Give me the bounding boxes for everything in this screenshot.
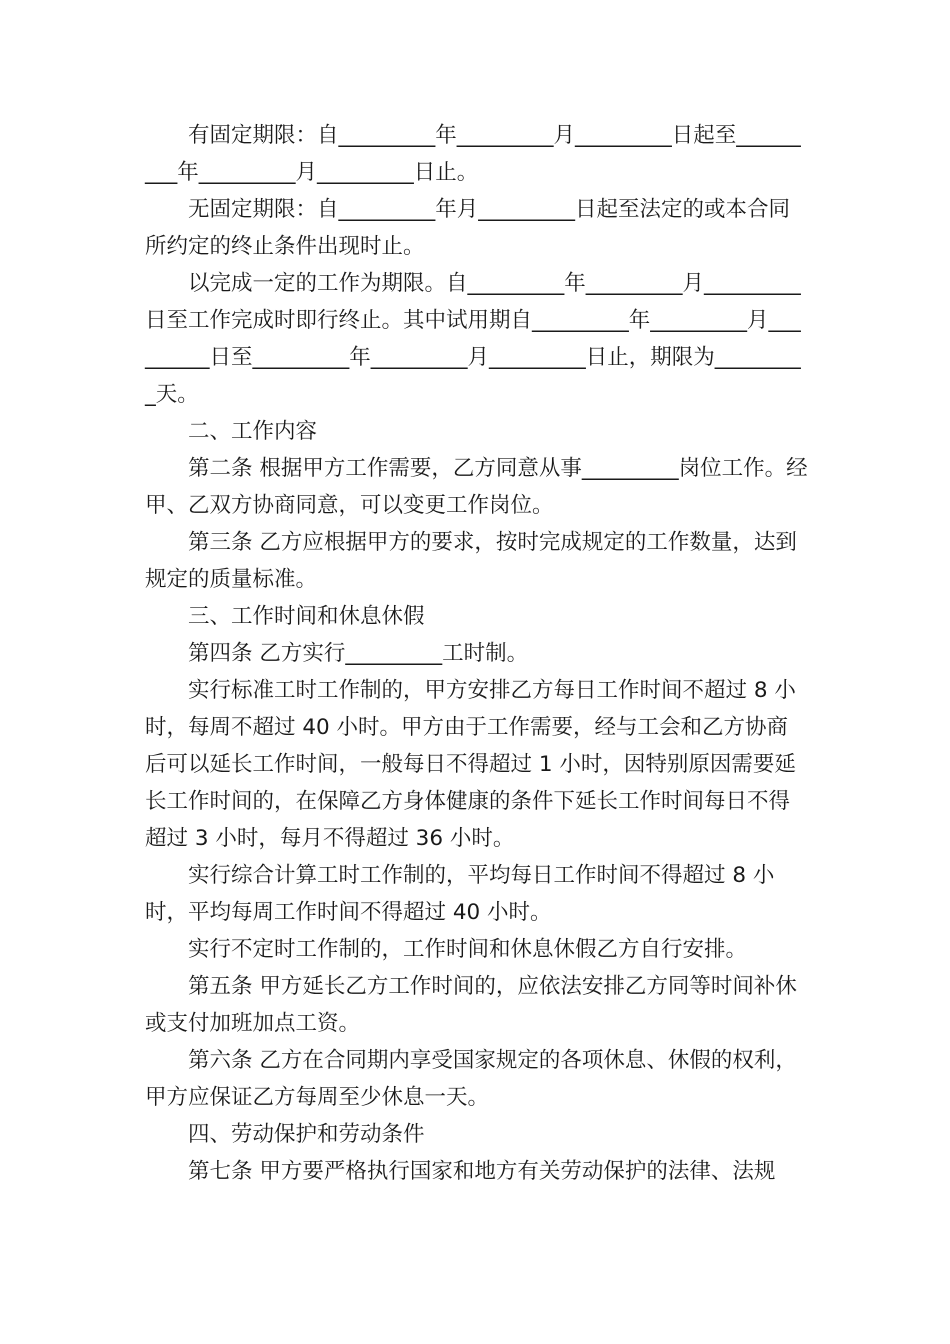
- section-heading-labor-protection: 四、劳动保护和劳动条件: [188, 1122, 425, 1147]
- section-heading-working-hours: 三、工作时间和休息休假: [188, 604, 425, 629]
- paragraph-flexible-hours: 实行不定时工作制的，工作时间和休息休假乙方自行安排。: [188, 937, 748, 962]
- paragraph-comprehensive-hours: 实行综合计算工时工作制的，平均每日工作时间不得超过 8 小时，平均每周工作时间不得超过 40 小时。: [145, 863, 775, 925]
- paragraph-fixed-term: 有固定期限：自_________年_________月_________日起至_________年_________月_________日止。: [145, 123, 801, 185]
- paragraph-open-term: 无固定期限：自_________年月_________日起至法定的或本合同所约定的终止条件出现时止。: [145, 197, 791, 259]
- paragraph-task-term: 以完成一定的工作为期限。自_________年_________月_________日至工作完成时即行终止。其中试用期自_________年_________月_________日至_________年_________月_________日止，期限为_________天。: [145, 271, 801, 407]
- article-2: 第二条 根据甲方工作需要，乙方同意从事_________岗位工作。经甲、乙双方协商同意，可以变更工作岗位。: [145, 456, 808, 518]
- document-page: [145, 117, 809, 1190]
- article-7: 第七条 甲方要严格执行国家和地方有关劳动保护的法律、法规: [188, 1159, 776, 1184]
- article-6: 第六条 乙方在合同期内享受国家规定的各项休息、休假的权利，甲方应保证乙方每周至少休息一天。: [145, 1048, 797, 1110]
- section-heading-work-content: 二、工作内容: [188, 419, 318, 444]
- article-5: 第五条 甲方延长乙方工作时间的，应依法安排乙方同等时间补休或支付加班加点工资。: [145, 974, 797, 1036]
- article-4: 第四条 乙方实行_________工时制。: [188, 641, 529, 666]
- article-3: 第三条 乙方应根据甲方的要求，按时完成规定的工作数量，达到规定的质量标准。: [145, 530, 797, 592]
- paragraph-standard-hours: 实行标准工时工作制的，甲方安排乙方每日工作时间不超过 8 小时，每周不超过 40 小时。甲方由于工作需要，经与工会和乙方协商后可以延长工作时间，一般每日不得超过 1 小时，因特别原因需要延长工作时间的，在保障乙方身体健康的条件下延长工作时间每日不得超过 3 小时，每月不得超过 36 小时。: [145, 678, 796, 851]
